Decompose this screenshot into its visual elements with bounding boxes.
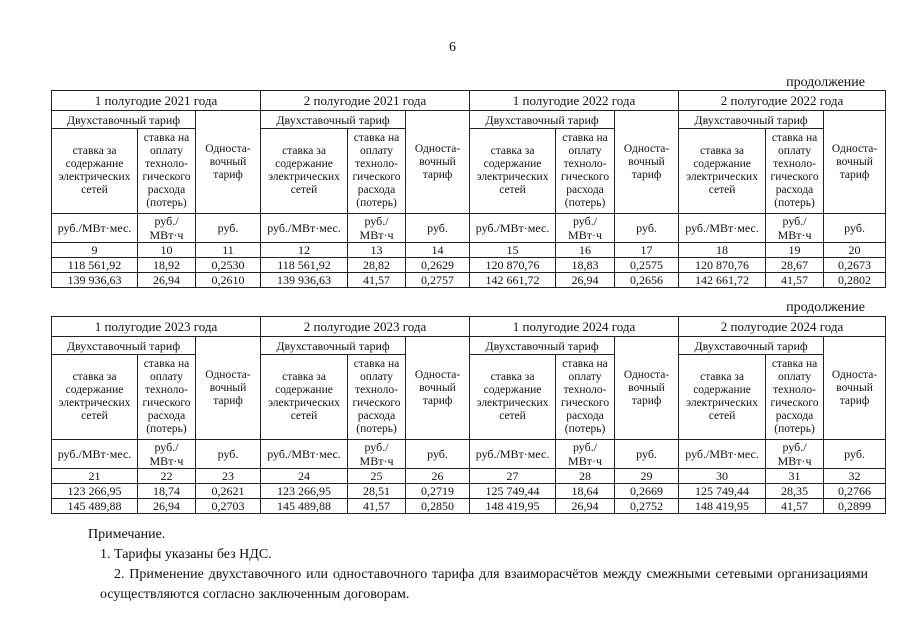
unit-one-rate: руб. bbox=[196, 214, 261, 243]
table-cell: 0,2703 bbox=[196, 499, 261, 514]
unit-network: руб./МВт·мес. bbox=[52, 214, 138, 243]
column-number: 20 bbox=[824, 243, 886, 258]
table-cell: 41,57 bbox=[766, 273, 824, 288]
unit-loss: руб./ МВт·ч bbox=[766, 214, 824, 243]
one-rate-tariff-header: Односта-вочный тариф bbox=[196, 111, 261, 214]
table-cell: 28,82 bbox=[348, 258, 406, 273]
network-rate-header: ставка за содержание электрических сетей bbox=[470, 355, 556, 440]
table-cell: 0,2719 bbox=[406, 484, 470, 499]
network-rate-header: ставка за содержание электрических сетей bbox=[52, 355, 138, 440]
table-row bbox=[52, 258, 886, 273]
page-number: 6 bbox=[449, 40, 456, 55]
column-number: 14 bbox=[406, 243, 470, 258]
column-number: 15 bbox=[470, 243, 556, 258]
note-item-1: 1. Тарифы указаны без НДС. bbox=[100, 547, 272, 562]
column-number: 13 bbox=[348, 243, 406, 258]
unit-network: руб./МВт·мес. bbox=[679, 214, 766, 243]
table-cell: 123 266,95 bbox=[261, 484, 348, 499]
table-cell: 0,2850 bbox=[406, 499, 470, 514]
table-cell: 41,57 bbox=[348, 499, 406, 514]
table-cell: 0,2673 bbox=[824, 258, 886, 273]
unit-network: руб./МВт·мес. bbox=[261, 440, 348, 469]
unit-loss: руб./ МВт·ч bbox=[138, 440, 196, 469]
column-number: 12 bbox=[261, 243, 348, 258]
table-row bbox=[52, 273, 886, 288]
table-row bbox=[52, 499, 886, 514]
unit-one-rate: руб. bbox=[196, 440, 261, 469]
loss-rate-header: ставка на оплату техноло-гического расхода (потерь) bbox=[138, 129, 196, 214]
column-number: 28 bbox=[556, 469, 615, 484]
table-cell: 18,92 bbox=[138, 258, 196, 273]
network-rate-header: ставка за содержание электрических сетей bbox=[52, 129, 138, 214]
table-cell: 26,94 bbox=[556, 499, 615, 514]
table-cell: 148 419,95 bbox=[679, 499, 766, 514]
column-number: 25 bbox=[348, 469, 406, 484]
unit-loss: руб./ МВт·ч bbox=[556, 440, 615, 469]
table-cell: 118 561,92 bbox=[261, 258, 348, 273]
loss-rate-header: ставка на оплату техноло-гического расхода (потерь) bbox=[348, 355, 406, 440]
table-cell: 0,2621 bbox=[196, 484, 261, 499]
period-header: 2 полугодие 2023 года bbox=[261, 317, 470, 337]
table-cell: 41,57 bbox=[766, 499, 824, 514]
one-rate-tariff-header: Односта-вочный тариф bbox=[824, 111, 886, 214]
table-cell: 120 870,76 bbox=[470, 258, 556, 273]
column-number: 22 bbox=[138, 469, 196, 484]
note-item-2: 2. Применение двухставочного или одноставочного тарифа для взаиморасчётов между смежными сетевыми организациями осуществляются согласно заключенным договорам. bbox=[100, 567, 868, 602]
unit-one-rate: руб. bbox=[824, 440, 886, 469]
two-rate-tariff-header: Двухставочный тариф bbox=[52, 111, 196, 129]
table-cell: 26,94 bbox=[138, 273, 196, 288]
unit-network: руб./МВт·мес. bbox=[470, 214, 556, 243]
table-cell: 0,2899 bbox=[824, 499, 886, 514]
table-cell: 145 489,88 bbox=[52, 499, 138, 514]
two-rate-tariff-header: Двухставочный тариф bbox=[261, 111, 406, 129]
table-cell: 145 489,88 bbox=[261, 499, 348, 514]
period-header: 2 полугодие 2024 года bbox=[679, 317, 886, 337]
column-number: 11 bbox=[196, 243, 261, 258]
table-cell: 0,2530 bbox=[196, 258, 261, 273]
column-number: 26 bbox=[406, 469, 470, 484]
unit-loss: руб./ МВт·ч bbox=[348, 214, 406, 243]
column-number: 27 bbox=[470, 469, 556, 484]
one-rate-tariff-header: Односта-вочный тариф bbox=[406, 337, 470, 440]
table-cell: 0,2757 bbox=[406, 273, 470, 288]
column-number: 10 bbox=[138, 243, 196, 258]
column-number: 30 bbox=[679, 469, 766, 484]
table-cell: 0,2766 bbox=[824, 484, 886, 499]
table-cell: 139 936,63 bbox=[261, 273, 348, 288]
loss-rate-header: ставка на оплату техноло-гического расхода (потерь) bbox=[138, 355, 196, 440]
table-cell: 142 661,72 bbox=[470, 273, 556, 288]
column-number: 29 bbox=[615, 469, 679, 484]
loss-rate-header: ставка на оплату техноло-гического расхода (потерь) bbox=[556, 355, 615, 440]
two-rate-tariff-header: Двухставочный тариф bbox=[261, 337, 406, 355]
unit-network: руб./МВт·мес. bbox=[679, 440, 766, 469]
one-rate-tariff-header: Односта-вочный тариф bbox=[196, 337, 261, 440]
table-cell: 18,83 bbox=[556, 258, 615, 273]
unit-loss: руб./ МВт·ч bbox=[138, 214, 196, 243]
unit-one-rate: руб. bbox=[824, 214, 886, 243]
period-header: 1 полугодие 2021 года bbox=[52, 91, 261, 111]
table-cell: 148 419,95 bbox=[470, 499, 556, 514]
table-cell: 125 749,44 bbox=[679, 484, 766, 499]
network-rate-header: ставка за содержание электрических сетей bbox=[261, 355, 348, 440]
table-cell: 28,51 bbox=[348, 484, 406, 499]
one-rate-tariff-header: Односта-вочный тариф bbox=[615, 337, 679, 440]
column-number: 19 bbox=[766, 243, 824, 258]
unit-loss: руб./ МВт·ч bbox=[556, 214, 615, 243]
column-number: 24 bbox=[261, 469, 348, 484]
period-header: 1 полугодие 2024 года bbox=[470, 317, 679, 337]
loss-rate-header: ставка на оплату техноло-гического расхода (потерь) bbox=[766, 355, 824, 440]
continuation-label: продолжение bbox=[786, 75, 865, 90]
tariff-table bbox=[51, 316, 886, 514]
one-rate-tariff-header: Односта-вочный тариф bbox=[824, 337, 886, 440]
table-cell: 28,35 bbox=[766, 484, 824, 499]
table-cell: 120 870,76 bbox=[679, 258, 766, 273]
network-rate-header: ставка за содержание электрических сетей bbox=[679, 355, 766, 440]
table-cell: 18,64 bbox=[556, 484, 615, 499]
table-cell: 142 661,72 bbox=[679, 273, 766, 288]
column-number: 32 bbox=[824, 469, 886, 484]
column-number: 18 bbox=[679, 243, 766, 258]
column-number: 17 bbox=[615, 243, 679, 258]
one-rate-tariff-header: Односта-вочный тариф bbox=[406, 111, 470, 214]
unit-one-rate: руб. bbox=[615, 440, 679, 469]
table-cell: 0,2629 bbox=[406, 258, 470, 273]
table-cell: 123 266,95 bbox=[52, 484, 138, 499]
period-header: 1 полугодие 2023 года bbox=[52, 317, 261, 337]
network-rate-header: ставка за содержание электрических сетей bbox=[679, 129, 766, 214]
table-cell: 0,2752 bbox=[615, 499, 679, 514]
table-cell: 0,2575 bbox=[615, 258, 679, 273]
unit-loss: руб./ МВт·ч bbox=[766, 440, 824, 469]
tariff-table bbox=[51, 90, 886, 288]
table-cell: 28,67 bbox=[766, 258, 824, 273]
network-rate-header: ставка за содержание электрических сетей bbox=[470, 129, 556, 214]
unit-network: руб./МВт·мес. bbox=[470, 440, 556, 469]
table-cell: 0,2656 bbox=[615, 273, 679, 288]
column-number: 21 bbox=[52, 469, 138, 484]
table-cell: 0,2610 bbox=[196, 273, 261, 288]
table-cell: 41,57 bbox=[348, 273, 406, 288]
table-cell: 0,2802 bbox=[824, 273, 886, 288]
table-cell: 125 749,44 bbox=[470, 484, 556, 499]
unit-one-rate: руб. bbox=[406, 440, 470, 469]
unit-one-rate: руб. bbox=[406, 214, 470, 243]
unit-loss: руб./ МВт·ч bbox=[348, 440, 406, 469]
two-rate-tariff-header: Двухставочный тариф bbox=[679, 337, 824, 355]
table-cell: 0,2669 bbox=[615, 484, 679, 499]
loss-rate-header: ставка на оплату техноло-гического расхода (потерь) bbox=[556, 129, 615, 214]
notes bbox=[88, 525, 868, 605]
unit-network: руб./МВт·мес. bbox=[261, 214, 348, 243]
unit-one-rate: руб. bbox=[615, 214, 679, 243]
period-header: 2 полугодие 2022 года bbox=[679, 91, 886, 111]
two-rate-tariff-header: Двухставочный тариф bbox=[679, 111, 824, 129]
two-rate-tariff-header: Двухставочный тариф bbox=[52, 337, 196, 355]
period-header: 2 полугодие 2021 года bbox=[261, 91, 470, 111]
unit-network: руб./МВт·мес. bbox=[52, 440, 138, 469]
continuation-label: продолжение bbox=[786, 300, 865, 315]
table-row bbox=[52, 484, 886, 499]
column-number: 9 bbox=[52, 243, 138, 258]
period-header: 1 полугодие 2022 года bbox=[470, 91, 679, 111]
table-cell: 118 561,92 bbox=[52, 258, 138, 273]
two-rate-tariff-header: Двухставочный тариф bbox=[470, 337, 615, 355]
column-number: 23 bbox=[196, 469, 261, 484]
table-cell: 139 936,63 bbox=[52, 273, 138, 288]
table-cell: 26,94 bbox=[138, 499, 196, 514]
column-number: 16 bbox=[556, 243, 615, 258]
two-rate-tariff-header: Двухставочный тариф bbox=[470, 111, 615, 129]
column-number: 31 bbox=[766, 469, 824, 484]
notes-title: Примечание. bbox=[88, 527, 166, 542]
loss-rate-header: ставка на оплату техноло-гического расхода (потерь) bbox=[348, 129, 406, 214]
one-rate-tariff-header: Односта-вочный тариф bbox=[615, 111, 679, 214]
network-rate-header: ставка за содержание электрических сетей bbox=[261, 129, 348, 214]
loss-rate-header: ставка на оплату техноло-гического расхода (потерь) bbox=[766, 129, 824, 214]
table-cell: 18,74 bbox=[138, 484, 196, 499]
table-cell: 26,94 bbox=[556, 273, 615, 288]
